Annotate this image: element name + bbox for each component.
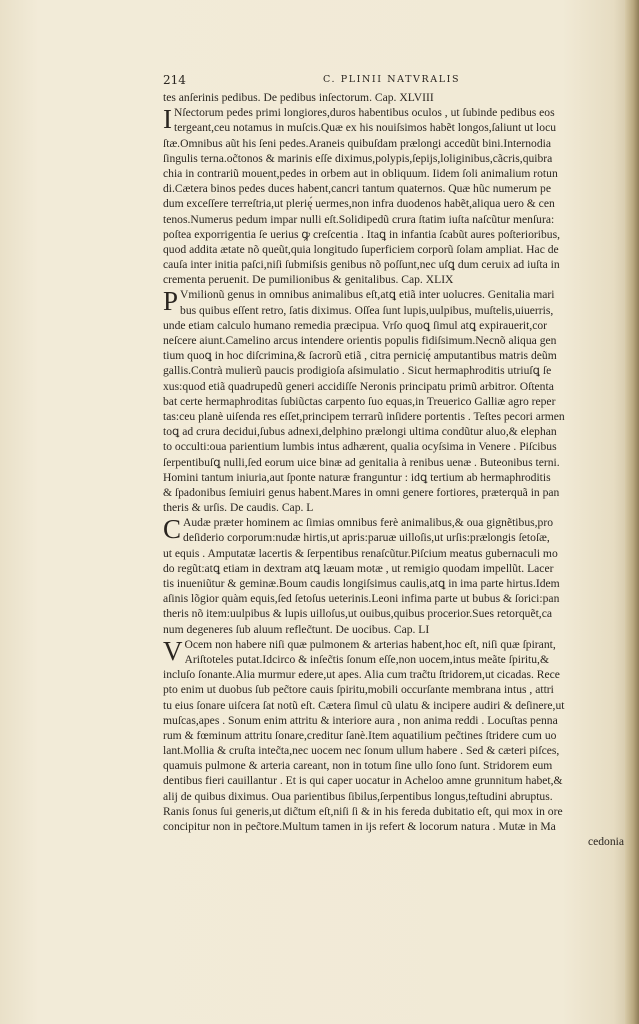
text-line: ſtæ.Omnibus aũt his ſeni pedes.Araneis quibuſdam prælongi accedũt bini.Internodia [163, 136, 551, 150]
text-line: do regũt:atꝗ etiam in dextram atꝗ læuam motæ , ut remigio quodam impellũt. Lacer [163, 561, 554, 575]
text-line: xus:quod etiã quadrupedũ generi accidiſſe Neronis principatu primũ arbitror. Oſtenta [163, 379, 554, 393]
initial-letter: I [163, 104, 172, 135]
text-line: quamuis pulmone & arteria careant, non in totum ſine ullo ſono ſunt. Stridorem eum [163, 759, 553, 773]
text-line: deſiderio corporum:nudæ hirtis,ut apris:paruæ uilloſis,ut urſis:prælongis ſetoſæ, [183, 531, 550, 545]
text-line: theris nõ item:uulpibus & lupis uilloſus,ut ouibus,quibus procerior.Sues retorquẽt,ca [163, 607, 552, 621]
text-line: tis inueniũtur & geminæ.Boum caudis longiſsimus caulis,atꝗ in ima parte hirtus.Idem [163, 577, 560, 590]
text-line: & ſpadonibus ſemiuiri genus habent.Mares in omni genere fortiores, præterquã in pan [163, 485, 560, 499]
text-line: Ranis ſonus ſui generis,ut dic̃tum eſt,niſi ſi & in his fereda dubitatio eſt, qui mox in ore [163, 804, 563, 818]
text-line: quod addita ætate nõ queũt,quia longitudo ſuperficiem corporũ ſolam ampliat. Hac de [163, 242, 559, 256]
text-line: tenos.Numerus pedum impar nulli eſt.Solidipedũ crura ſtatim iuſta naſcũtur menſura: [163, 212, 555, 226]
text-line: pto enim ut duobus ſub pec̃tore cauis ſpiritu,mobili occurſante membrana intus , attri [163, 683, 554, 697]
text-line: muſcas,apes . Sonum enim attritu & interiore aura , non anima reddi . Locuſtas penna [163, 713, 558, 727]
text-line: toꝗ ad crura decidui,ſubus adnexi,delphino prælongi ultima condũtur aluo,& elephan [163, 425, 557, 439]
text-line: lant.Mollia & cruſta intec̃ta,nec uocem nec ſonum ullum habere . Sed & cæteri piſces, [163, 744, 560, 758]
text-line: rum & fœminum attritu ſonare,creditur ſanè.Item aquatilium pec̃tines ſtridere cum uo [163, 728, 557, 742]
text-line: Ocem non habere niſi quæ pulmonem & arterias habent,hoc eſt, niſi quæ ſpirant, [184, 637, 556, 651]
text-line: chia in contrariũ mouent,pedes in orbem aut in obliquum. Iidem ſoli animalium rotun [163, 166, 558, 180]
text-line: to occulti:oua parientium lumbis intus adhærent, qualia ocyſsima in Venere . Piſcibus [163, 440, 557, 454]
text-line: tas:ceu planè uiſenda res eſſet,principem terrarũ inſidere portentis . Teſtes pecori armen [163, 409, 565, 423]
text-line: neſcere aiunt.Camelino arcus intendere orientis populis fidiſsimum.Necnõ aliqua gen [163, 334, 557, 347]
running-title: C. PLINII NATVRALIS [323, 74, 461, 85]
text-line: Vmilionũ genus in omnibus animalibus eſt,atꝗ etiã inter uolucres. Genitalia mari [180, 288, 555, 302]
text-line: ſingulis terna.oc̃tonos & marinis eſſe diximus,polypis,ſepijs,loliginibus,cãcris,quibra [163, 151, 553, 165]
initial-letter: C [163, 514, 182, 545]
text-line: theris & urſis. De caudis. Cap. L [163, 501, 314, 515]
text-line: crementa peruenit. De pumilionibus & genitalibus. Cap. XLIX [163, 273, 454, 287]
page-header [163, 73, 618, 89]
text-line: ſerpentibuſꝗ nulli,ſed eorum uice binæ ad genitalia à renibus uenæ . Buteonibus terni. [163, 455, 560, 469]
text-line: unde etiam calculo humano remedia præcipua. Vrſo quoꝗ ſimul atꝗ expirauerit,cor [163, 318, 548, 332]
text-line: cauſa inter initia paſci,niſi ſubmiſsis genibus nõ poſſunt,nec uſꝗ dum ceruix ad iuſta in [163, 258, 560, 272]
text-line: concipitur non in pec̃tore.Multum tamen in ijs refert & locorum natura . Mutæ in Ma [163, 820, 556, 833]
text-line: Homini tantum iniuria,aut ſponte naturæ franguntur : idꝗ tertium ab hermaphroditis [163, 470, 551, 484]
text-line: aſinis lõgior quàm equis,ſed ſetoſus ueterinis.Leoni infima parte ut bubus & ſorici:pan [163, 592, 560, 606]
initial-letter: V [163, 635, 183, 666]
text-line: alij de quibus diximus. Oua parientibus ſibilus,ſerpentibus longus,teſtudini abruptus. [163, 789, 553, 803]
text-line: di.Cætera binos pedes duces habent,cancri tantum quaternos. Quæ hũc numerum pe [163, 182, 551, 196]
text-line: bus quibus eſſent retro, ſatis diximus. Oſſea ſunt lupis,uulpibus, muſtelis,uiuerris, [180, 303, 554, 317]
text-line: tu eius ſonare uiſcera ſat notũ eſt. Cætera ſimul cũ ulatu & incipere audiri & deſinere,ut [163, 698, 565, 712]
text-line: tergeant,ceu notamus in muſcis.Quæ ex his nouiſsimos habẽt longos,ſaliunt ut locu [174, 121, 557, 135]
text-line: poſtea exporrigentia ſe uerius ꝙ creſcentia . Itaꝗ in infantia ſcabũt aures poſterioribus, [163, 227, 560, 241]
text-line: Nſectorum pedes primi longiores,duros habentibus oculos , ut ſubinde pedibus eos [174, 106, 555, 120]
initial-letter: P [163, 286, 179, 317]
page-number: 214 [163, 73, 186, 87]
text-line: num degeneres ſub aluum reflec̃tunt. De uocibus. Cap. LI [163, 622, 430, 636]
text-line: Ariſtoteles putat.Idcirco & inſec̃tis ſonum eſſe,non uocem,intus meãte ſpiritu,& [184, 652, 549, 666]
text-line: gallis.Contrà mulierũ paucis prodigioſa aſsimulatio . Sicut hermaphroditis utriuſꝗ ſe [163, 364, 552, 378]
text-line: dentibus fieri cauillantur . Et is qui caper uocatur in Acheloo amne grunnitum habet,& [163, 774, 563, 788]
text-line: tium quoꝗ in hoc diſcrimina,& ſacrorũ etiã , citra pernicię́ amputantibus matris deũm [163, 349, 557, 363]
text-line: dum exceſſere terreſtria,ut plerię́ uermes,non infra duodenos habẽt,aliqua uero & cen [163, 197, 555, 211]
text-column [163, 90, 628, 849]
text-line: incluſo ſonante.Alia murmur edere,ut apes. Alia cum trac̃tu ſtridorem,ut cicadas. Rece [163, 668, 560, 682]
text-line: bat certe hermaphroditas ſubiũctas carpento ſuo equas,in Treuerico Galliæ agro reper [163, 394, 556, 408]
text-line: Audæ præter hominem ac ſimias omnibus ferè animalibus,& oua gignẽtibus,pro [183, 516, 553, 530]
text-line: tes anſerinis pedibus. De pedibus inſectorum. Cap. XLVIII [163, 91, 434, 104]
text-line: ut equis . Amputatæ lacertis & ſerpentibus renaſcũtur.Piſcium meatus gubernaculi mo [163, 546, 558, 560]
text-line: cedonia [587, 835, 624, 849]
